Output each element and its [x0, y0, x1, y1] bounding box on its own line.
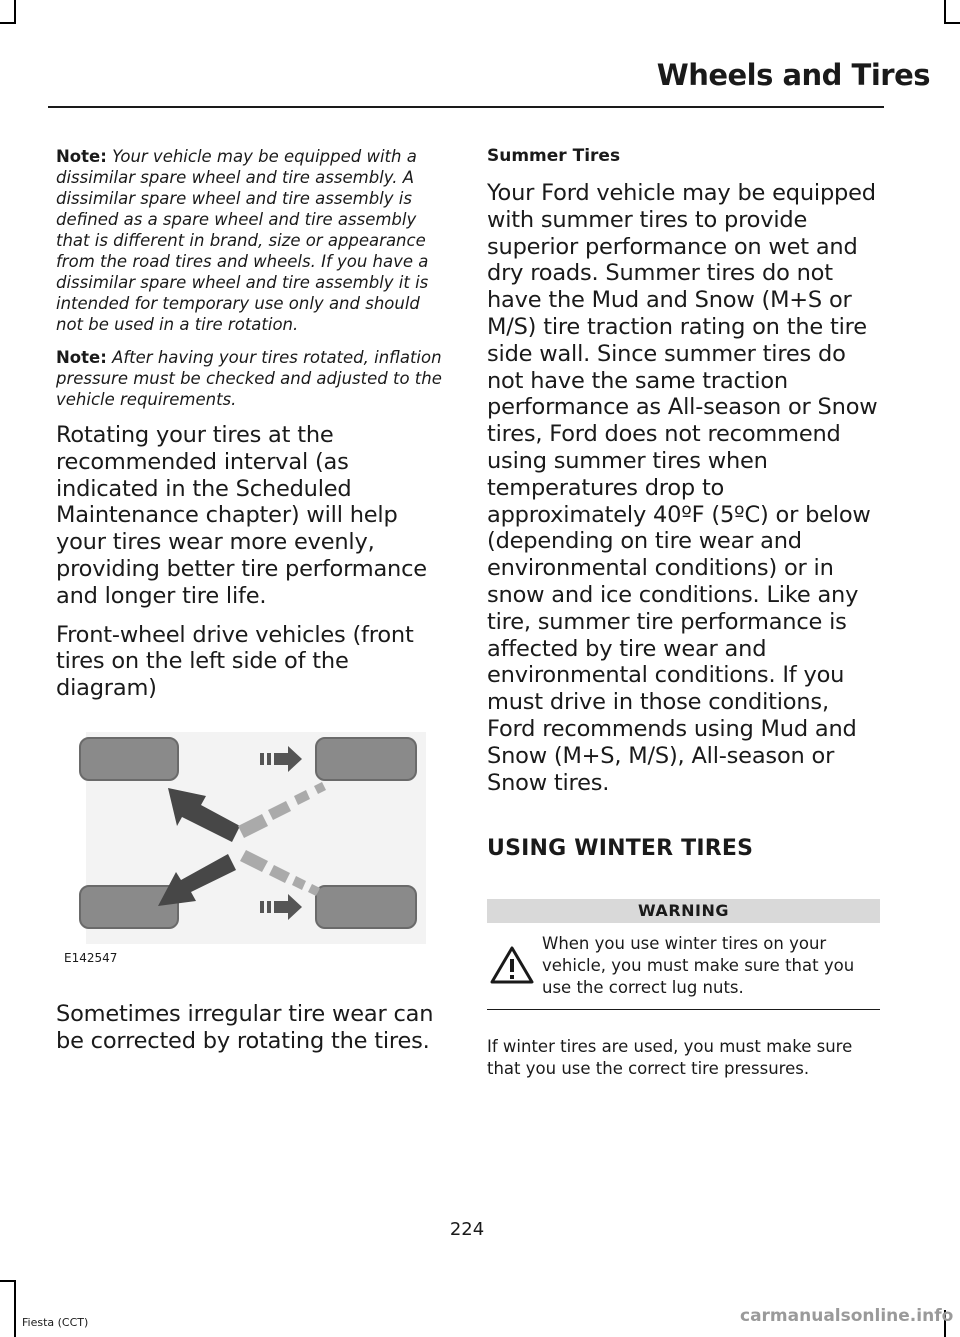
right-column: [487, 146, 880, 1080]
crop-mark: [944, 22, 960, 24]
crop-mark: [0, 22, 16, 24]
note-text: After having your tires rotated, inflation pressure must be checked and adjusted to the vehicle requirements.: [56, 348, 442, 409]
note-dissimilar-spare: [56, 146, 448, 335]
page-title: Wheels and Tires: [656, 58, 930, 92]
winter-pressure-paragraph: If winter tires are used, you must make sure that you use the correct tire pressures.: [487, 1037, 853, 1079]
rotation-paragraph: Rotating your tires at the recommended interval (as indicated in the Scheduled Maintenance chapter) will help your tires wear more evenly, providing better tire performance and longer tire life.: [56, 422, 427, 609]
note-label: Note:: [56, 147, 107, 166]
summer-tires-heading: Summer Tires: [487, 146, 621, 166]
note-text: Your vehicle may be equipped with a dissimilar spare wheel and tire assembly. A dissimilar spare wheel and tire assembly is defined as a spare wheel and tire assembly that is different in brand, size or appearance from the road tires and wheels. If you have a dissimilar spare wheel and tire assembly it is intended for temporary use only and should not be used in a tire rotation.: [56, 147, 429, 334]
warning-divider: [487, 1009, 880, 1010]
figure-id: E142547: [64, 950, 118, 965]
header-rule: [48, 106, 884, 108]
tire-rotation-diagram: [56, 724, 448, 969]
note-label: Note:: [56, 348, 107, 367]
crop-mark: [0, 1280, 16, 1282]
fwd-paragraph: Front-wheel drive vehicles (front tires on the left side of the diagram): [56, 621, 414, 702]
warning-label: WARNING: [487, 899, 880, 923]
warning-box: [487, 899, 880, 1010]
crop-mark: [14, 1280, 16, 1337]
summer-tires-paragraph: Your Ford vehicle may be equipped with summer tires to provide superior performance on wet and dry roads. Summer tires do not have the Mud and Snow (M+S or M/S) tire traction rating on the tire side wall. Since summer tires do not have the same traction performance as All-season or Snow tires, Ford does not recommend using summer tires when temperatures drop to approximately 40ºF (5ºC) or below (depending on tire wear and environmental conditions) or in snow and ice conditions. Like any tire, summer tire performance is affected by tire wear and environmental conditions. If you must drive in those conditions, Ford recommends using Mud and Snow (M+S, M/S), All-season or Snow tires.: [487, 180, 878, 796]
crop-mark: [14, 0, 16, 22]
tire-rear-left: [80, 886, 178, 928]
crop-mark: [944, 0, 946, 22]
left-column: [56, 146, 448, 1067]
page-number: 224: [449, 1219, 485, 1240]
winter-tires-heading: USING WINTER TIRES: [487, 836, 754, 862]
note-inflation: [56, 347, 448, 410]
tire-rotation-figure: [56, 724, 448, 969]
warning-triangle-icon: [489, 945, 535, 985]
tire-front-left: [80, 738, 178, 780]
warning-text: When you use winter tires on your vehicle, you must make sure that you use the correct lug nuts.: [542, 934, 855, 998]
watermark: carmanualsonline.info: [740, 1306, 954, 1326]
tire-front-right: [316, 738, 416, 780]
tire-rear-right: [316, 886, 416, 928]
footer-model: Fiesta (CCT): [22, 1316, 89, 1329]
irregular-wear-paragraph: Sometimes irregular tire wear can be corrected by rotating the tires.: [56, 1000, 434, 1054]
warning-body: [487, 923, 880, 1009]
